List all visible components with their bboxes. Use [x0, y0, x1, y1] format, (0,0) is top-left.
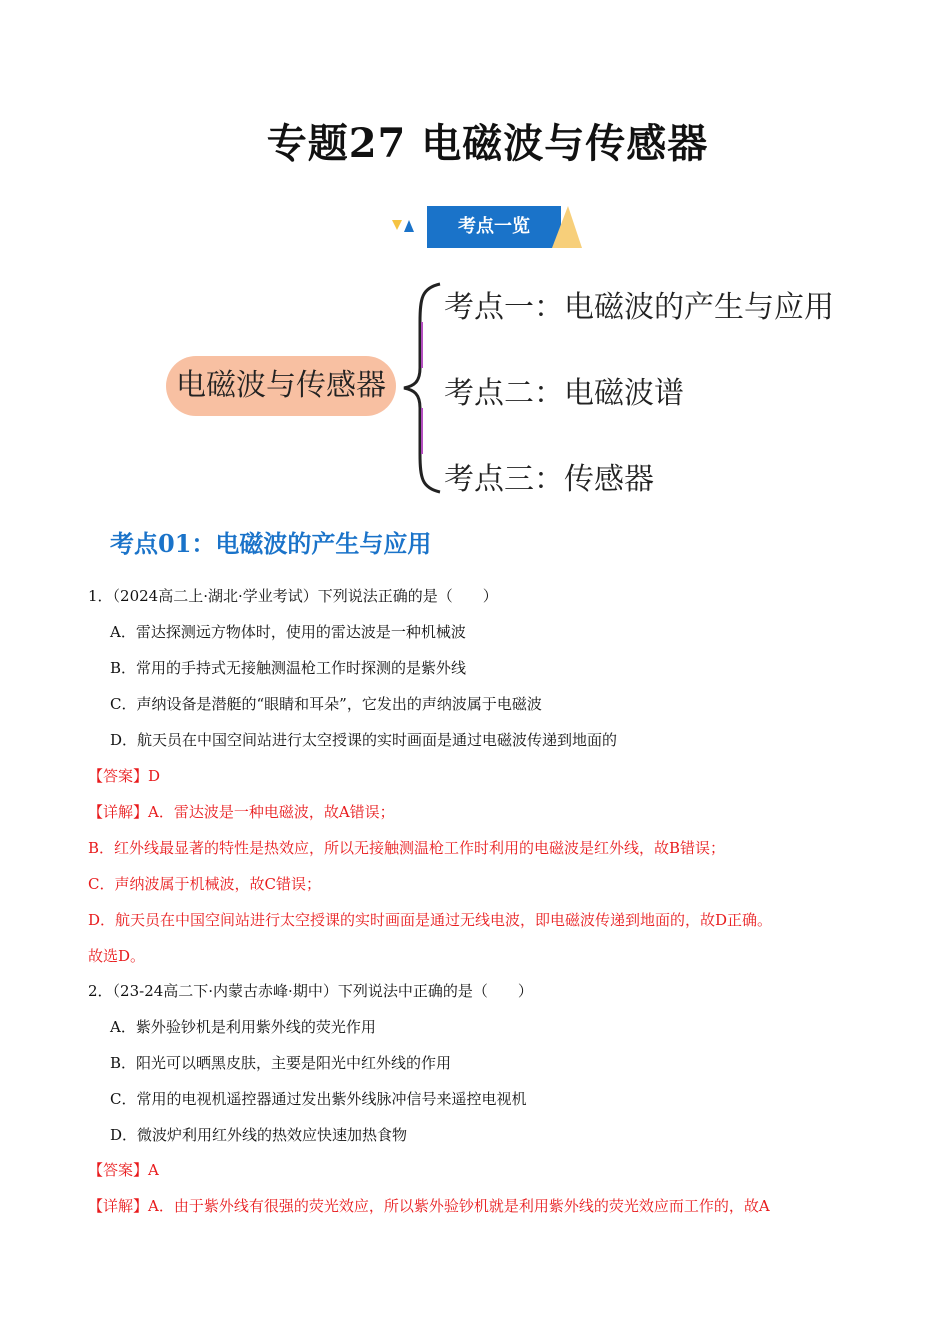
q2-option-c: C．常用的电视机遥控器通过发出紫外线脉冲信号来遥控电视机	[110, 1090, 527, 1108]
curly-brace-icon	[400, 282, 444, 494]
detail-text: A．雷达波是一种电磁波，故A错误；	[148, 803, 395, 821]
q1-detail-d: D．航天员在中国空间站进行太空授课的实时画面是通过无线电波，即电磁波传递到地面的，故D正确。	[88, 911, 773, 929]
detail-label: 【详解】	[88, 1197, 149, 1215]
q1-detail-b: B．红外线最显著的特性是热效应，所以无接触测温枪工作时利用的电磁波是红外线，故B错误；	[88, 839, 726, 857]
section-heading: 考点01：电磁波的产生与应用	[110, 529, 432, 558]
q2-detail-a	[88, 1196, 770, 1216]
kaodian-overview-badge	[392, 206, 592, 248]
topic-pill: 电磁波与传感器	[166, 356, 396, 416]
q1-answer	[88, 766, 160, 786]
q2-option-a: A．紫外验钞机是利用紫外线的荧光作用	[110, 1018, 376, 1036]
question-1-stem: 1．（2024高二上·湖北·学业考试）下列说法正确的是（ ）	[88, 587, 498, 605]
detail-text: A．由于紫外线有很强的荧光效应，所以紫外验钞机就是利用紫外线的荧光效应而工作的，故A	[148, 1197, 770, 1215]
detail-label: 【详解】	[88, 803, 149, 821]
q1-conclusion: 故选D。	[88, 947, 146, 965]
q1-detail-c: C．声纳波属于机械波，故C错误；	[88, 875, 321, 893]
answer-value: A	[148, 1161, 159, 1179]
kaodian-3: 考点三：传感器	[444, 462, 654, 497]
badge-label: 考点一览	[427, 206, 561, 248]
q1-option-d: D．航天员在中国空间站进行太空授课的实时画面是通过电磁波传递到地面的	[110, 731, 618, 749]
kaodian-2: 考点二：电磁波谱	[444, 376, 684, 411]
question-2-stem: 2．（23-24高二下·内蒙古赤峰·期中）下列说法中正确的是（ ）	[88, 982, 533, 1000]
page-title: 专题27 电磁波与传感器	[266, 120, 709, 167]
badge-yellow-triangle-icon	[552, 206, 582, 248]
q2-option-b: B．阳光可以晒黑皮肤，主要是阳光中红外线的作用	[110, 1054, 452, 1072]
q1-option-c: C．声纳设备是潜艇的“眼睛和耳朵”，它发出的声纳波属于电磁波	[110, 695, 542, 713]
kaodian-1: 考点一：电磁波的产生与应用	[444, 290, 834, 325]
answer-label: 【答案】	[88, 1161, 149, 1179]
q1-detail-a	[88, 802, 395, 822]
q1-option-a: A．雷达探测远方物体时，使用的雷达波是一种机械波	[110, 623, 466, 641]
q1-option-b: B．常用的手持式无接触测温枪工作时探测的是紫外线	[110, 659, 467, 677]
triangle-decor-icon	[392, 216, 420, 236]
answer-label: 【答案】	[88, 767, 149, 785]
q2-answer	[88, 1160, 159, 1180]
q2-option-d: D．微波炉利用红外线的热效应快速加热食物	[110, 1126, 408, 1144]
answer-value: D	[148, 767, 161, 785]
